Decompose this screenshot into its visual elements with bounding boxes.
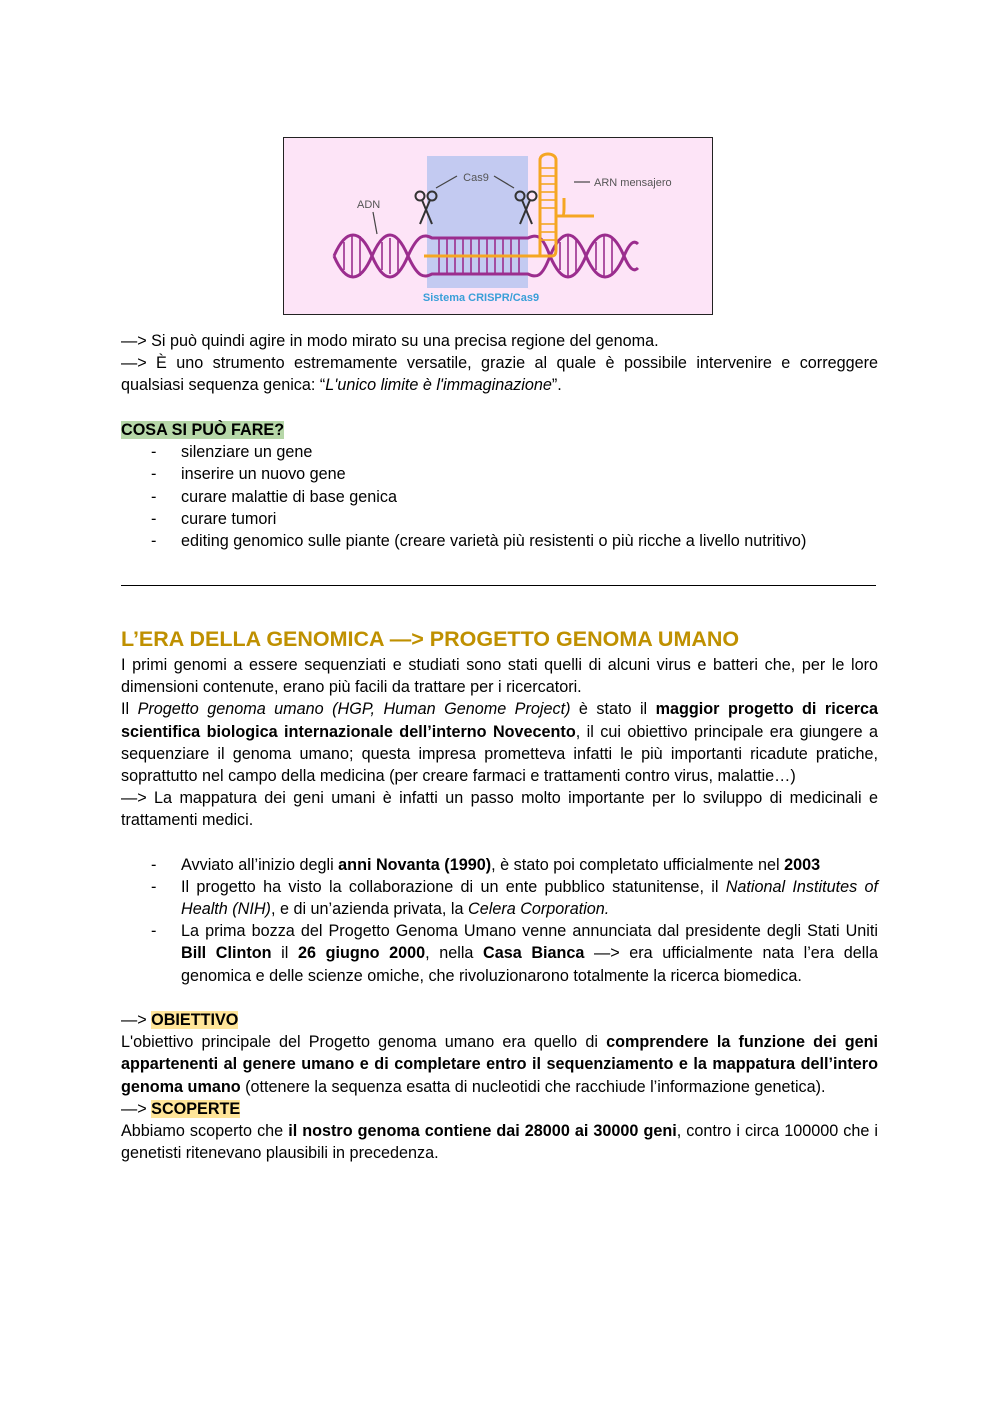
emphasis: 2003 xyxy=(784,855,821,874)
text: , nella xyxy=(425,944,484,963)
text: , e di un’azienda privata, la xyxy=(270,900,469,919)
text: è stato il xyxy=(570,700,656,719)
emphasis: Bill Clinton xyxy=(181,944,272,963)
intro-line-2 xyxy=(121,352,878,396)
project-facts-list xyxy=(121,854,878,987)
text: L'obiettivo principale del Progetto genoma umano era quello di xyxy=(121,1033,607,1052)
obiettivo-heading xyxy=(121,1009,878,1031)
text: Il progetto ha visto la collaborazione di un ente pubblico statunitense, il xyxy=(181,877,726,896)
celera-name: Celera Corporation. xyxy=(468,900,610,919)
intro-text: —> È uno strumento estremamente versatile, grazie al quale è possibile intervenire e correggere qualsiasi sequenza genica: “ xyxy=(121,354,878,395)
text: Il xyxy=(121,700,138,719)
text: Abbiamo scoperto che xyxy=(121,1122,289,1141)
list-item xyxy=(121,920,878,987)
horizontal-divider xyxy=(121,585,876,586)
crispr-cas9-figure xyxy=(283,137,713,315)
text: La prima bozza del Progetto Genoma Umano venne annunciata dal presidente degli Stati Uniti xyxy=(181,922,878,941)
arn-label: ARN mensajero xyxy=(594,177,672,189)
section-paragraph-3: —> La mappatura dei geni umani è infatti un passo molto importante per lo sviluppo di medicinali e trattamenti medici. xyxy=(121,789,878,830)
intro-block xyxy=(121,330,878,397)
list-item xyxy=(121,876,878,920)
list-item: - editing genomico sulle piante (creare varietà più resistenti o più ricche a livello nutritivo) xyxy=(121,530,878,552)
hgp-name: Progetto genoma umano (HGP, Human Genome Project) xyxy=(137,700,571,719)
emphasis: Casa Bianca xyxy=(483,944,585,963)
section-title: L’ERA DELLA GENOMICA —> PROGETTO GENOMA UMANO xyxy=(121,627,740,651)
arrow: —> xyxy=(121,1011,152,1029)
adn-label: ADN xyxy=(357,199,381,211)
text: , contro i circa 100000 che i genetisti ritenevano plausibili in precedenza. xyxy=(121,1122,878,1163)
list-item xyxy=(121,854,878,876)
rna-tail xyxy=(556,178,594,216)
genomica-section xyxy=(121,626,878,987)
cas9-label: Cas9 xyxy=(463,172,489,184)
emphasis: il nostro genoma contiene dai 28000 ai 30000 geni xyxy=(288,1122,677,1141)
cosa-list xyxy=(121,441,878,552)
list-item: - inserire un nuovo gene xyxy=(121,463,878,485)
crispr-diagram xyxy=(284,138,711,313)
scoperte-heading xyxy=(121,1098,878,1120)
obiettivo-section xyxy=(121,1009,878,1164)
emphasis: comprendere la funzione dei geni appartenenti al genere umano e di completare entro il sequenziamento e la mappatura dell’intero genoma umano xyxy=(121,1033,879,1096)
text: , il cui obiettivo principale era giungere a sequenziare il genoma umano; questa impresa prometteva infatti le più importanti ricadute pratiche, soprattutto nel campo della medicina (per creare farmaci e trattamenti contro virus, malattie…) xyxy=(121,722,878,786)
scoperte-label: SCOPERTE xyxy=(151,1099,241,1118)
list-item: - curare tumori xyxy=(121,508,878,530)
emphasis: 26 giugno 2000 xyxy=(297,944,426,963)
cosa-heading: COSA SI PUÒ FARE? xyxy=(121,421,285,439)
cosa-section xyxy=(121,419,878,552)
obiettivo-text xyxy=(121,1031,878,1098)
text: , è stato poi completato ufficialmente nel xyxy=(491,855,785,874)
emphasis: maggior progetto di ricerca scientifica biologica internazionale dell’interno Novecento xyxy=(121,700,879,741)
list-item: - curare malattie di base genica xyxy=(121,486,878,508)
emphasis: anni Novanta (1990) xyxy=(338,855,492,874)
intro-text-end: ”. xyxy=(551,376,562,395)
figure-caption: Sistema CRISPR/Cas9 xyxy=(422,292,540,304)
intro-quote: L'unico limite è l'immaginazione xyxy=(325,376,552,395)
intro-line-1: —> Si può quindi agire in modo mirato su una precisa regione del genoma. xyxy=(121,332,659,350)
text: Avviato all’inizio degli xyxy=(181,855,339,874)
scoperte-text xyxy=(121,1120,878,1164)
section-paragraph-1: I primi genomi a essere sequenziati e studiati sono stati quelli di alcuni virus e batteri che, per le loro dimensioni contenute, erano più facili da trattare per i ricercatori. xyxy=(121,656,878,697)
text: il xyxy=(271,944,298,963)
section-paragraph-2 xyxy=(121,698,878,787)
obiettivo-label: OBIETTIVO xyxy=(151,1011,239,1029)
text: —> era ufficialmente nata l’era della genomica e delle scienze omiche, che rivoluzionarono totalmente la ricerca biomedica. xyxy=(181,944,878,985)
text: (ottenere la sequenza esatta di nucleotidi che racchiude l’informazione genetica). xyxy=(240,1077,826,1096)
arrow: —> xyxy=(121,1099,152,1118)
list-item: - silenziare un gene xyxy=(121,441,878,463)
nih-name: National Institutes of Health (NIH) xyxy=(181,877,879,919)
